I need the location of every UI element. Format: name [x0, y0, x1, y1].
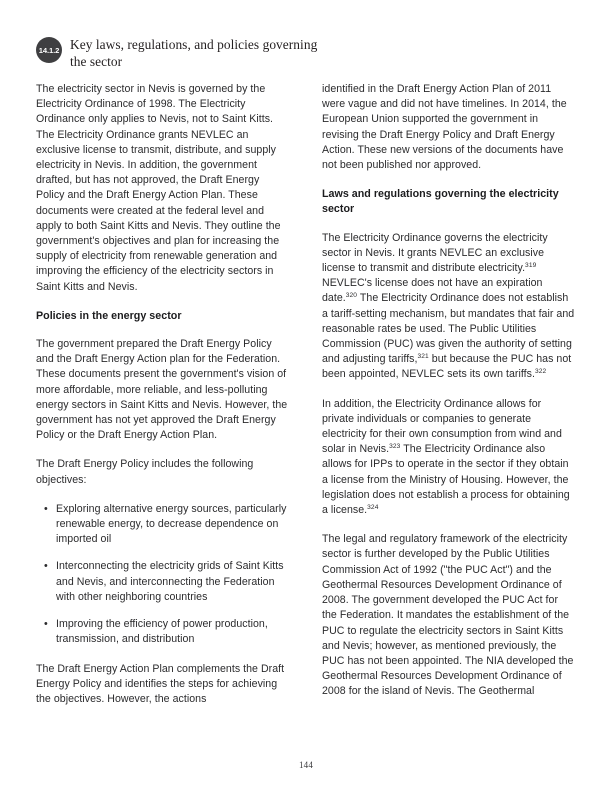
right-paragraph-2-text-1: The Electricity Ordinance governs the electricity sector in Nevis. It grants NEVLEC an exclusive license to transmit and distribute electricity.: [322, 231, 548, 275]
footnote-ref-320[interactable]: 320: [345, 292, 358, 300]
list-item-label: Improving the efficiency of power production, transmission, and distribution: [56, 618, 268, 646]
left-paragraph-3: The Draft Energy Policy includes the following objectives:: [36, 458, 254, 486]
left-paragraph-4: The Draft Energy Action Plan complements the Draft Energy Policy and identifies the steps for achieving the objectives. However, the actions: [36, 662, 285, 705]
right-paragraph-3-text-2: The Electricity Ordinance also allows for IPPs to operate in the sector if they obtain a license from the Ministry of Housing. However, the legislation does not establish a process for obtaining a license.: [322, 443, 570, 517]
draft-energy-policy-objectives-list: [36, 502, 289, 648]
right-paragraph-1: identified in the Draft Energy Action Plan of 2011 were vague and did not have timelines. In 2014, the European Union supported the government in revising the Draft Energy Policy and Draft Energy Action. These new versions of the documents have not been published nor approved.: [322, 83, 567, 172]
right-paragraph-2: [322, 231, 575, 383]
left-column: [36, 82, 289, 707]
bullet-icon: •: [44, 502, 48, 515]
bullet-icon: •: [44, 560, 48, 573]
footnote-ref-324[interactable]: 324: [367, 504, 379, 512]
subheading-policies-energy-sector: Policies in the energy sector: [36, 309, 182, 322]
right-column: [322, 82, 575, 700]
list-item: [36, 559, 289, 605]
footnote-ref-322[interactable]: 322: [534, 368, 547, 376]
list-item-label: Exploring alternative energy sources, particularly renewable energy, to decrease dependence on imported oil: [56, 502, 287, 546]
list-item: [36, 617, 289, 647]
section-number-badge: 14.1.2: [36, 37, 62, 63]
right-paragraph-3: [322, 397, 575, 519]
right-paragraph-2-text-3: The Electricity Ordinance does not establish a tariff-setting mechanism, but mandates that fair and reasonable rates be used. The Public Utilities Commission (PUC) was given the authority of setting and adjusting tariffs,: [322, 292, 575, 366]
right-paragraph-2-text-2: NEVLEC's license does not have an expiration date.: [322, 277, 543, 305]
page-title: Key laws, regulations, and policies governing the sector: [70, 37, 318, 69]
list-item-label: Interconnecting the electricity grids of Saint Kitts and Nevis, and interconnecting the Federation with other neighboring countries: [56, 560, 284, 603]
footnote-ref-319[interactable]: 319: [525, 262, 537, 270]
footnote-ref-323[interactable]: 323: [389, 443, 401, 451]
right-paragraph-4: The legal and regulatory framework of the electricity sector is further developed by the Public Utilities Commission Act of 1992 ("the PUC Act") and the Geothermal Resources Development Ordinance of 2008. The government developed the PUC Act for the Federation. It mandates the establishment of the PUC to regulate the electricity sectors in Saint Kitts and Nevis; however, as mentioned previously, the PUC has not been appointed. The NIA developed the Geothermal Resources Development Ordinance of 2008 for the island of Nevis. The Geothermal: [322, 533, 574, 698]
subheading-laws-regulations-electricity-sector: Laws and regulations governing the electricity sector: [322, 188, 559, 216]
right-paragraph-2-text-4: but because the PUC has not been appointed, NEVLEC sets its own tariffs.: [322, 353, 572, 381]
page-number: 144: [298, 760, 314, 770]
right-paragraph-3-text-1: In addition, the Electricity Ordinance allows for private individuals or companies to generate electricity for their own consumption from wind and solar in Nevis.: [322, 397, 562, 456]
list-item: [36, 502, 289, 548]
section-heading: [36, 36, 326, 70]
footnote-ref-321[interactable]: 321: [417, 353, 429, 361]
left-paragraph-1: The electricity sector in Nevis is governed by the Electricity Ordinance of 1998. The Electricity Ordinance only applies to Nevis, not to Saint Kitts. The Electricity Ordinance grants NEVLEC an exclusive license to transmit, distribute, and supply electricity in Nevis. In addition, the government drafted, but has not approved, the Draft Energy Policy and the Draft Energy Action Plan. These documents were created at the federal level and apply to both Saint Kitts and Nevis. They outline the government's objectives and plan for increasing the supply of electricity from renewable generation and improving the efficiency of the electricity sectors in Saint Kitts and Nevis.: [36, 83, 281, 293]
left-paragraph-2: The government prepared the Draft Energy Policy and the Draft Energy Action plan for the Federation. These documents present the government's vision of more affordable, more reliable, and less-polluting energy sectors in Saint Kitts and Nevis. However, the government has not yet approved the Draft Energy Policy or the Draft Energy Action Plan.: [36, 338, 288, 442]
bullet-icon: •: [44, 618, 48, 631]
